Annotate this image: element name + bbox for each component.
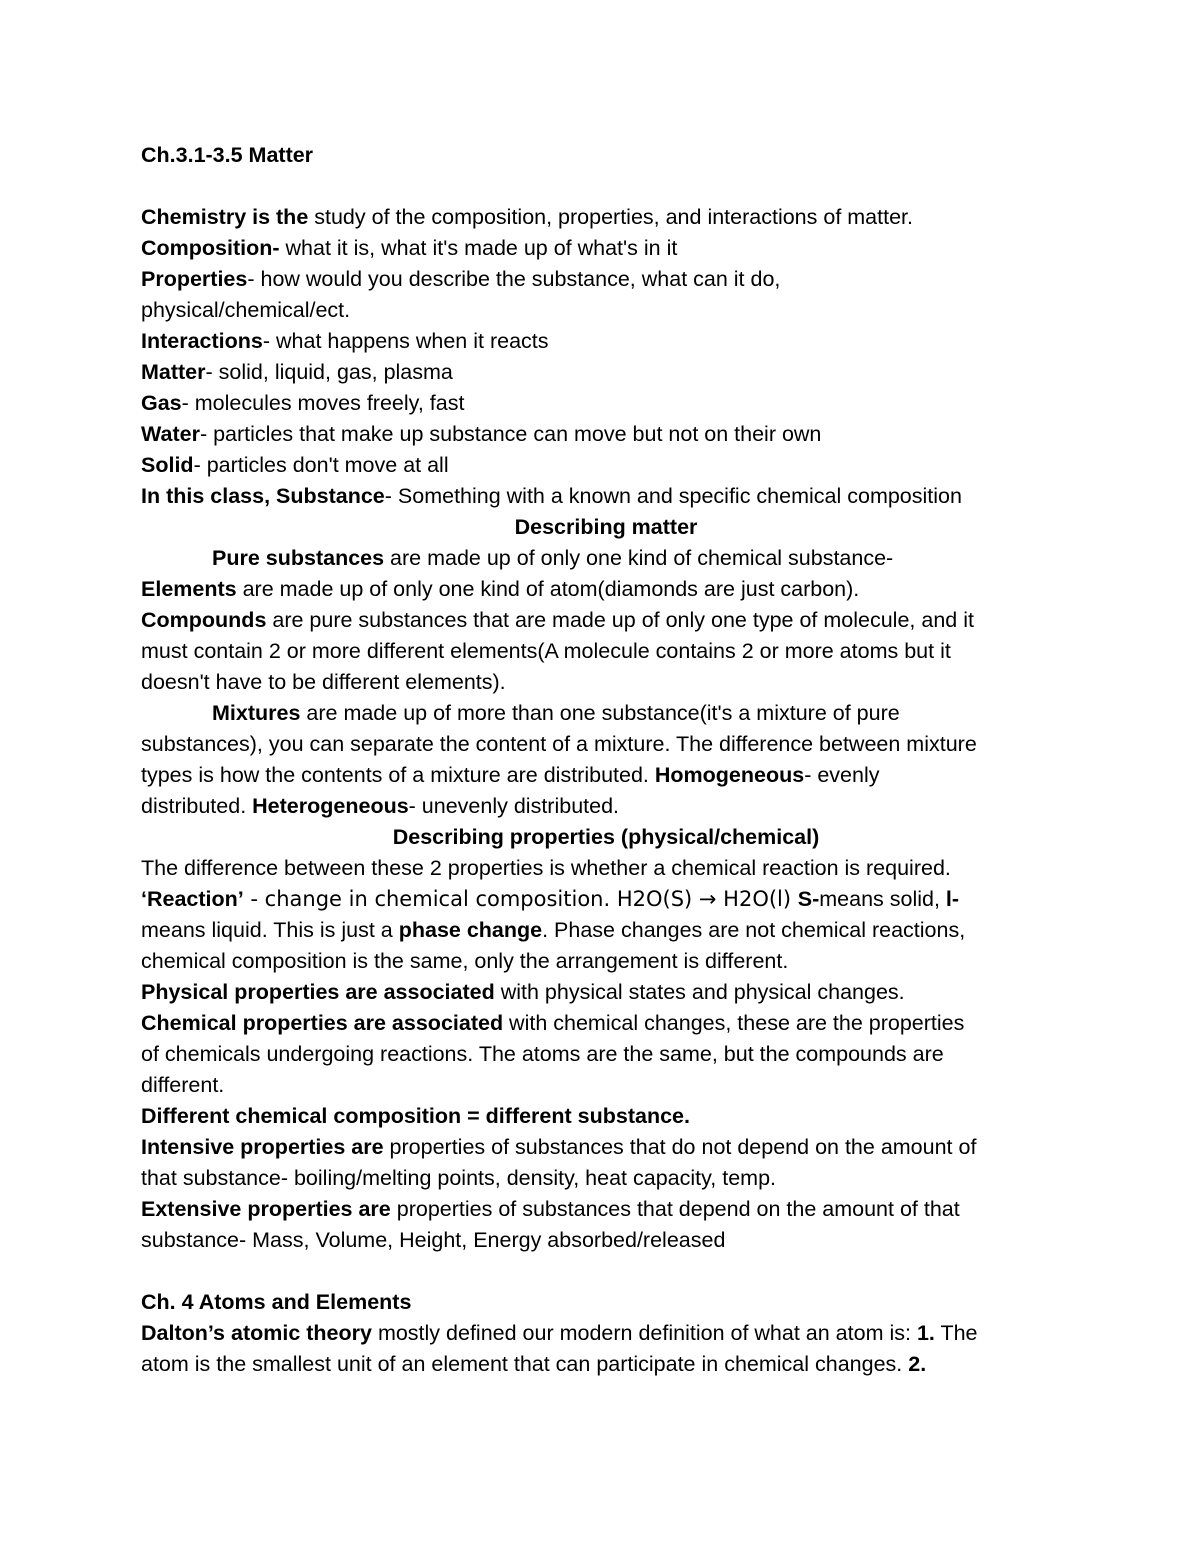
- reaction-definition: ‘Reaction’ - change in chemical composition. H2O(S) → H2O(l) S-means solid, l-: [141, 887, 960, 911]
- heading-describing-properties: Describing properties (physical/chemical): [392, 825, 820, 849]
- chemical-properties-cont: of chemicals undergoing reactions. The atoms are the same, but the compounds are: [141, 1042, 944, 1066]
- mixtures-definition-cont: distributed. Heterogeneous- unevenly distributed.: [141, 794, 620, 818]
- dalton-theory-cont: atom is the smallest unit of an element that can participate in chemical changes. 2.: [141, 1352, 927, 1376]
- heading-chapter-4: Ch. 4 Atoms and Elements: [141, 1290, 412, 1314]
- interactions-definition: Interactions- what happens when it reacts: [141, 329, 549, 353]
- physical-properties: Physical properties are associated with physical states and physical changes.: [141, 980, 905, 1004]
- mixtures-definition-cont: types is how the contents of a mixture are distributed. Homogeneous- evenly: [141, 763, 880, 787]
- heading-describing-matter: Describing matter: [514, 515, 698, 539]
- different-substance-rule: Different chemical composition = different substance.: [141, 1104, 690, 1128]
- heading-chapter-3: Ch.3.1-3.5 Matter: [141, 143, 314, 167]
- blank-line: [141, 171, 1071, 202]
- mixtures-definition-cont: substances), you can separate the content of a mixture. The difference between mixture: [141, 732, 977, 756]
- reaction-definition-cont: chemical composition is the same, only the arrangement is different.: [141, 949, 789, 973]
- pure-substances: Pure substances are made up of only one kind of chemical substance-: [212, 546, 894, 570]
- elements-definition: Elements are made up of only one kind of atom(diamonds are just carbon).: [141, 577, 860, 601]
- compounds-definition: Compounds are pure substances that are made up of only one type of molecule, and it: [141, 608, 974, 632]
- extensive-properties-cont: substance- Mass, Volume, Height, Energy absorbed/released: [141, 1228, 726, 1252]
- chemical-properties-cont: different.: [141, 1073, 225, 1097]
- compounds-definition-cont: doesn't have to be different elements).: [141, 670, 506, 694]
- water-definition: Water- particles that make up substance can move but not on their own: [141, 422, 822, 446]
- document-page: [141, 140, 1071, 1380]
- reaction-definition-cont: means liquid. This is just a phase change. Phase changes are not chemical reactions,: [141, 918, 966, 942]
- solid-definition: Solid- particles don't move at all: [141, 453, 449, 477]
- compounds-definition-cont: must contain 2 or more different elements(A molecule contains 2 or more atoms but it: [141, 639, 951, 663]
- gas-definition: Gas- molecules moves freely, fast: [141, 391, 465, 415]
- chemical-properties: Chemical properties are associated with chemical changes, these are the properties: [141, 1011, 965, 1035]
- chemistry-definition: Chemistry is the study of the composition, properties, and interactions of matter.: [141, 205, 913, 229]
- intensive-properties: Intensive properties are properties of substances that do not depend on the amount of: [141, 1135, 977, 1159]
- substance-definition: In this class, Substance- Something with a known and specific chemical composition: [141, 484, 962, 508]
- composition-definition: Composition- what it is, what it's made up of what's in it: [141, 236, 678, 260]
- extensive-properties: Extensive properties are properties of substances that depend on the amount of that: [141, 1197, 960, 1221]
- intensive-properties-cont: that substance- boiling/melting points, density, heat capacity, temp.: [141, 1166, 776, 1190]
- dalton-theory: Dalton’s atomic theory mostly defined our modern definition of what an atom is: 1. The: [141, 1321, 978, 1345]
- blank-line: [141, 1256, 1071, 1287]
- properties-definition-cont: physical/chemical/ect.: [141, 298, 351, 322]
- properties-difference: The difference between these 2 properties is whether a chemical reaction is required.: [141, 856, 951, 880]
- matter-definition: Matter- solid, liquid, gas, plasma: [141, 360, 453, 384]
- mixtures-definition: Mixtures are made up of more than one substance(it's a mixture of pure: [212, 701, 900, 725]
- properties-definition: Properties- how would you describe the substance, what can it do,: [141, 267, 781, 291]
